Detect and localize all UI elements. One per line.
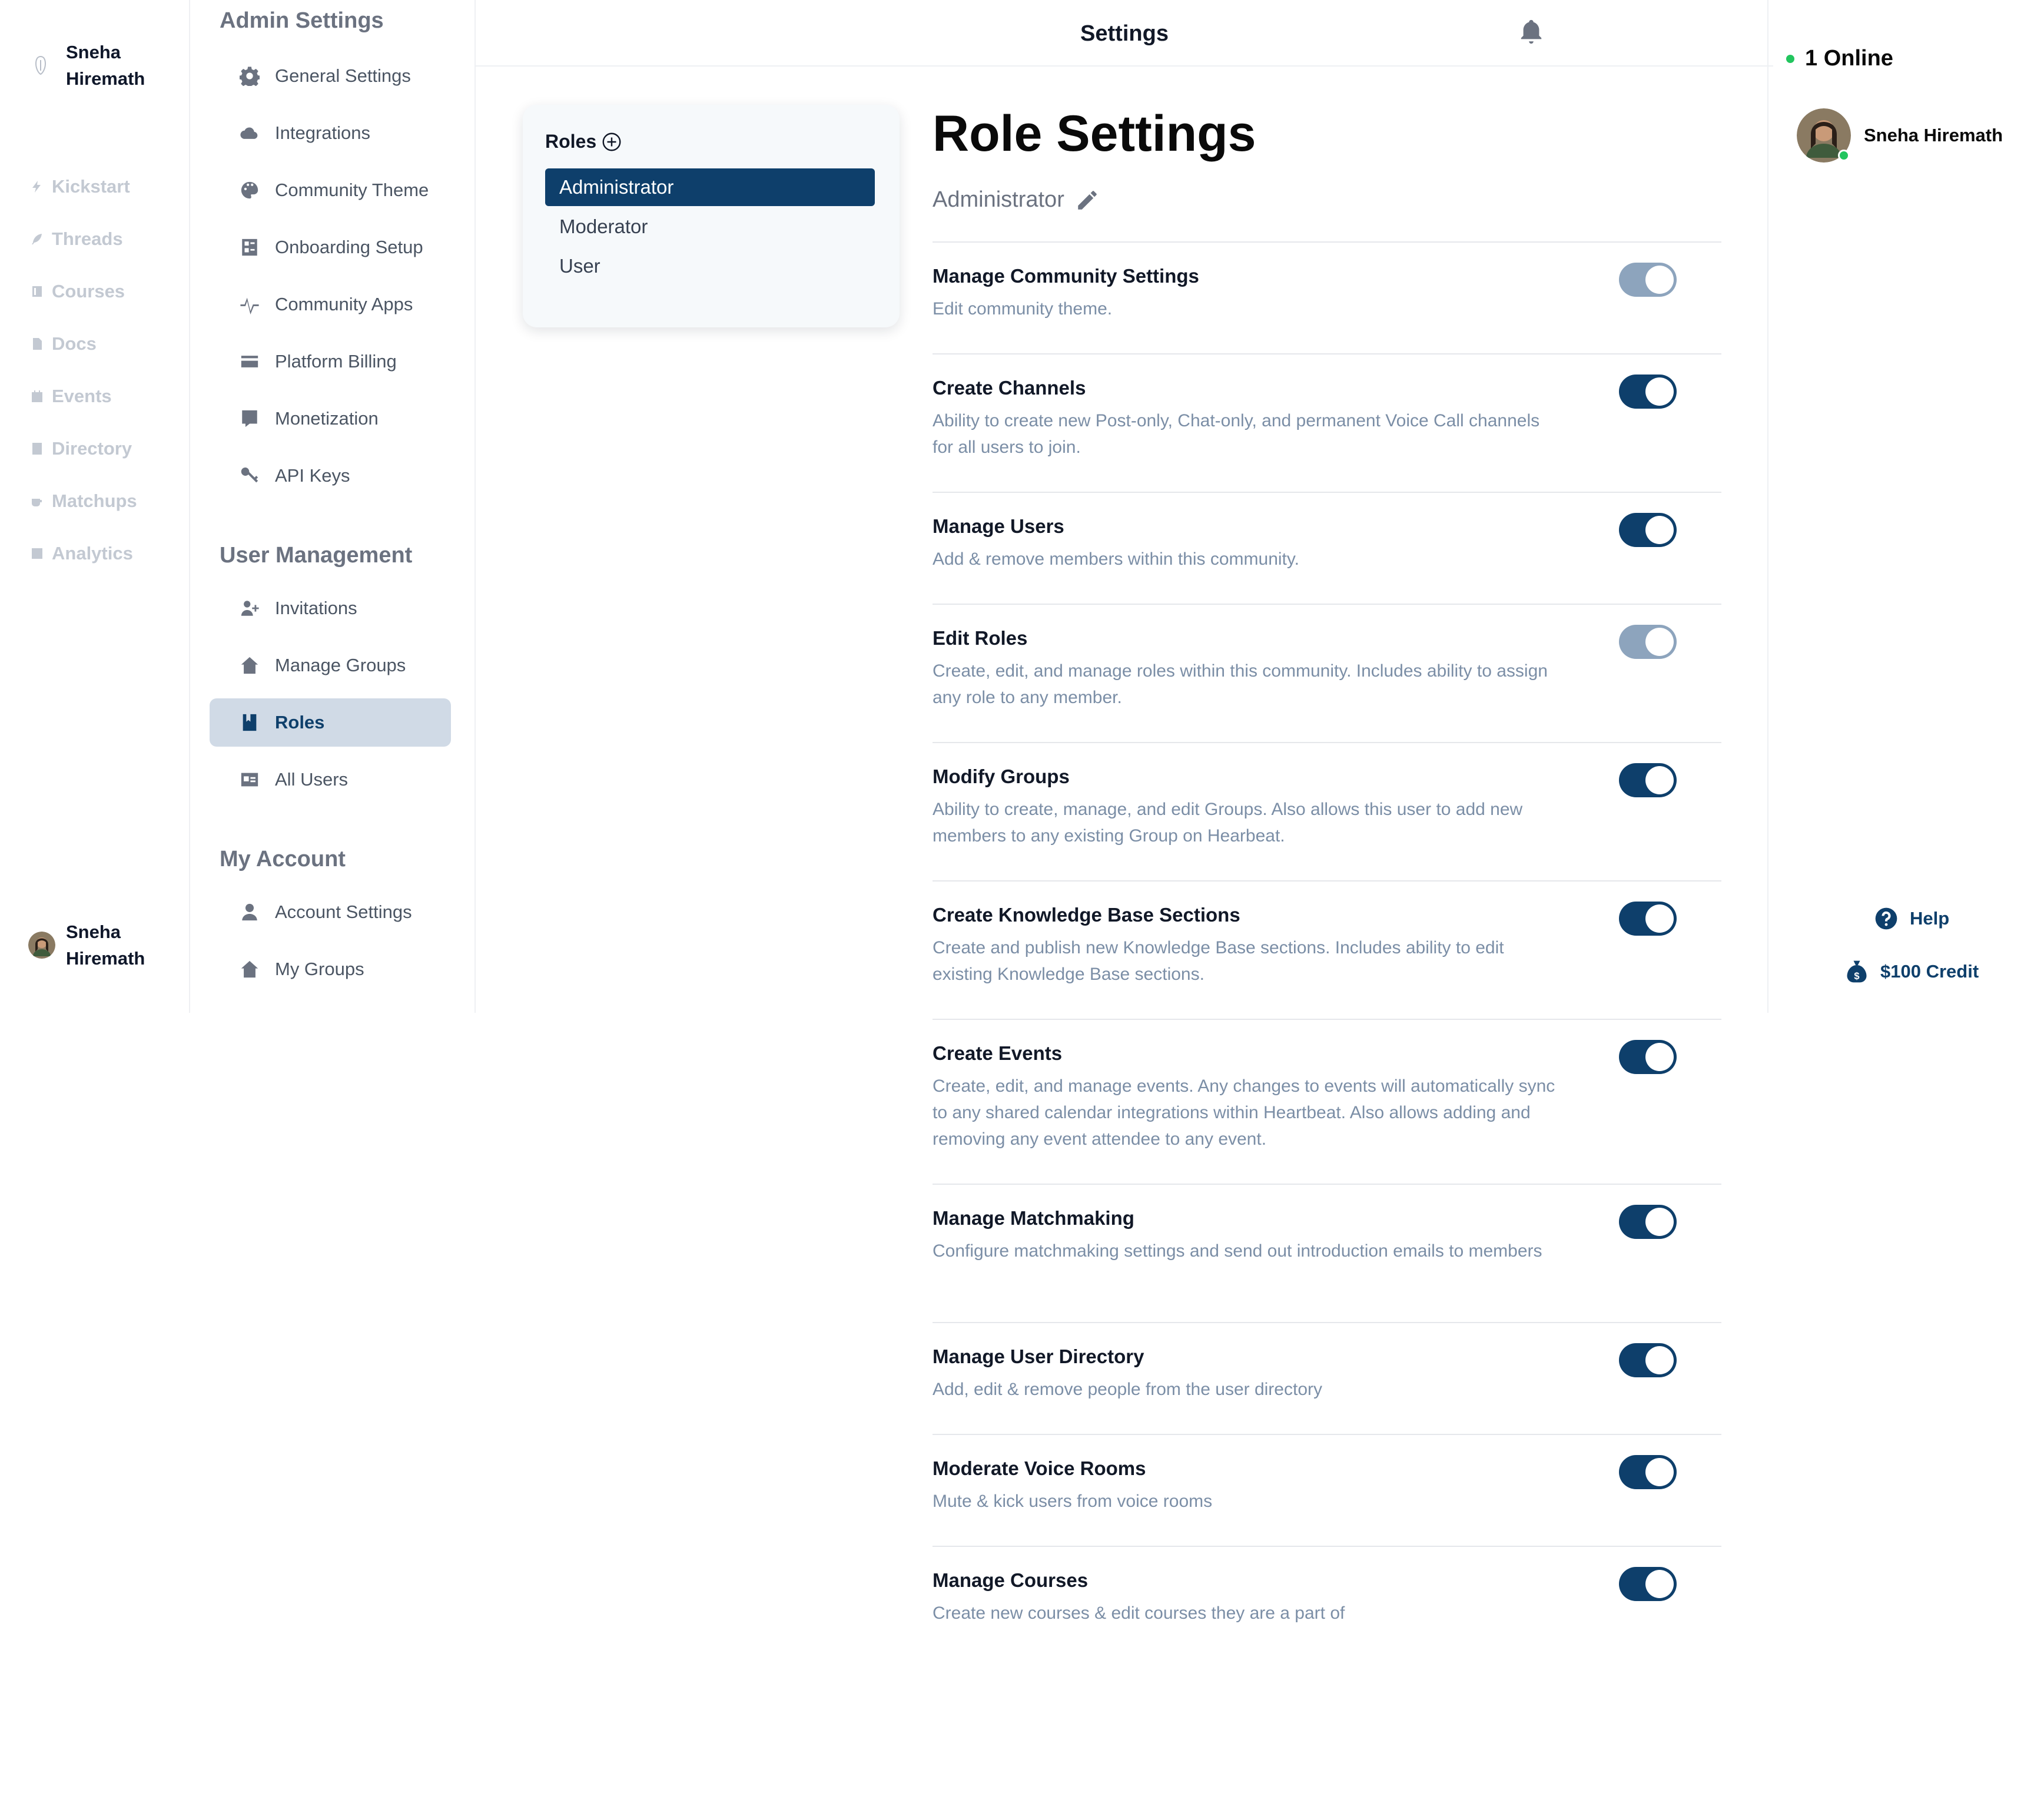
- house-icon: [239, 655, 260, 676]
- nav-item-matchups[interactable]: [29, 475, 137, 527]
- pencil-icon[interactable]: [1075, 188, 1100, 213]
- online-member[interactable]: [1797, 108, 2003, 163]
- nav-label: Analytics: [52, 542, 133, 564]
- add-role-icon[interactable]: [601, 131, 622, 153]
- permission-toggle[interactable]: [1619, 763, 1677, 797]
- page-title: Settings: [1080, 21, 1169, 46]
- credit-card-icon: [239, 351, 260, 372]
- settings-item-label: My Groups: [275, 959, 364, 979]
- permission-title: Manage Community Settings: [933, 265, 1199, 287]
- nav-item-directory[interactable]: [29, 422, 137, 475]
- nav-label: Courses: [52, 280, 125, 301]
- settings-item-label: Roles: [275, 712, 325, 733]
- settings-item-onboarding[interactable]: [210, 223, 451, 271]
- person-icon: [239, 902, 260, 923]
- permission-description: Add & remove members within this community.: [933, 549, 1299, 569]
- nav-label: Kickstart: [52, 175, 130, 197]
- settings-item-integrations[interactable]: [210, 109, 451, 157]
- permission-description: Add, edit & remove people from the user directory: [933, 1380, 1322, 1399]
- permission-row: [933, 1434, 1721, 1546]
- calendar-icon: [29, 389, 45, 404]
- roles-panel: [523, 105, 900, 327]
- permission-title: Manage User Directory: [933, 1346, 1144, 1367]
- help-label: Help: [1910, 908, 1950, 929]
- permission-toggle[interactable]: [1619, 375, 1677, 409]
- current-user-top[interactable]: [0, 39, 190, 92]
- settings-item-label: All Users: [275, 769, 349, 790]
- permission-toggle[interactable]: [1619, 513, 1677, 547]
- permission-title: Create Knowledge Base Sections: [933, 904, 1240, 926]
- settings-item-label: General Settings: [275, 65, 411, 86]
- permission-toggle[interactable]: [1619, 1455, 1677, 1489]
- permission-title: Create Events: [933, 1042, 1063, 1064]
- onboarding-icon: [239, 237, 260, 258]
- permission-title: Edit Roles: [933, 627, 1028, 649]
- my-account-heading: My Account: [220, 847, 346, 871]
- credit-link[interactable]: [1844, 959, 1979, 985]
- permission-toggle[interactable]: [1619, 625, 1677, 659]
- settings-item-label: Community Apps: [275, 294, 413, 314]
- bolt-icon: [29, 179, 45, 194]
- settings-item-account-settings[interactable]: [210, 888, 451, 936]
- permission-description: Create, edit, and manage roles within this community. Includes ability to assign any role to any member.: [933, 661, 1548, 707]
- permission-toggle[interactable]: [1619, 1567, 1677, 1601]
- nav-item-analytics[interactable]: [29, 527, 137, 579]
- permission-row: [933, 492, 1721, 604]
- online-count: [1786, 46, 1893, 71]
- money-bag-icon: [1844, 959, 1870, 985]
- permission-row: [933, 1322, 1721, 1434]
- permission-description: Ability to create, manage, and edit Groups. Also allows this user to add new members to any existing Group on Hearbeat.: [933, 800, 1523, 846]
- svg-text:$: $: [1854, 970, 1860, 982]
- settings-item-community-apps[interactable]: [210, 280, 451, 329]
- settings-item-manage-groups[interactable]: [210, 641, 451, 690]
- nav-label: Directory: [52, 438, 132, 459]
- permission-row: [933, 1184, 1721, 1322]
- help-icon: [1873, 906, 1899, 932]
- nav-label: Events: [52, 385, 112, 406]
- settings-item-label: Invitations: [275, 598, 357, 618]
- settings-item-invitations[interactable]: [210, 584, 451, 632]
- settings-item-community-theme[interactable]: [210, 166, 451, 214]
- permission-row: [933, 353, 1721, 492]
- community-logo-icon: [34, 55, 49, 77]
- nav-item-threads[interactable]: [29, 213, 137, 265]
- permission-description: Mute & kick users from voice rooms: [933, 1492, 1213, 1511]
- nav-label: Matchups: [52, 490, 137, 511]
- permission-description: Create, edit, and manage events. Any changes to events will automatically sync to any shared calendar integrations within Heartbeat. Also allows adding and removing any event attendee to any event.: [933, 1076, 1555, 1149]
- permission-description: Create and publish new Knowledge Base sections. Includes ability to edit existing Knowledge Base sections.: [933, 938, 1504, 984]
- permission-row: [933, 241, 1721, 353]
- role-item-moderator[interactable]: Moderator: [559, 216, 648, 237]
- permission-title: Modify Groups: [933, 765, 1070, 787]
- feather-icon: [29, 231, 45, 247]
- permission-row: [933, 1546, 1721, 1658]
- current-user-name: Sneha Hiremath: [66, 42, 145, 89]
- settings-item-general[interactable]: [210, 52, 451, 100]
- permission-description: Ability to create new Post-only, Chat-only, and permanent Voice Call channels for all users to join.: [933, 411, 1540, 457]
- key-icon: [239, 465, 260, 486]
- role-item-user[interactable]: User: [559, 255, 600, 277]
- role-name-row: [933, 187, 1100, 213]
- current-user-bottom[interactable]: [0, 919, 190, 972]
- settings-sidebar: [190, 0, 476, 1013]
- book-mark-icon: [239, 712, 260, 733]
- avatar: [28, 932, 55, 959]
- settings-item-label: Monetization: [275, 408, 379, 429]
- permission-row: [933, 604, 1721, 742]
- permission-row: [933, 742, 1721, 880]
- settings-item-label: Manage Groups: [275, 655, 406, 675]
- nav-label: Docs: [52, 333, 97, 354]
- avatar: [1797, 108, 1851, 163]
- roles-heading-label: Roles: [545, 131, 597, 152]
- role-item-administrator[interactable]: Administrator: [545, 168, 875, 206]
- permission-list: [933, 241, 1721, 1658]
- settings-item-roles[interactable]: [210, 698, 451, 747]
- permission-title: Create Channels: [933, 377, 1086, 399]
- settings-item-platform-billing[interactable]: [210, 337, 451, 386]
- settings-item-label: Onboarding Setup: [275, 237, 423, 257]
- permission-title: Moderate Voice Rooms: [933, 1457, 1146, 1479]
- role-name: Administrator: [933, 187, 1064, 212]
- nav-item-courses[interactable]: [29, 265, 137, 317]
- main-sidebar: [0, 0, 190, 1013]
- permission-row: [933, 880, 1721, 1019]
- permission-toggle[interactable]: [1619, 1205, 1677, 1239]
- admin-settings-heading: Admin Settings: [220, 8, 384, 33]
- settings-item-label: Community Theme: [275, 180, 429, 200]
- settings-item-my-groups[interactable]: [210, 945, 451, 993]
- settings-item-all-users[interactable]: [210, 755, 451, 804]
- permission-title: Manage Matchmaking: [933, 1207, 1134, 1229]
- settings-item-label: API Keys: [275, 465, 350, 486]
- permission-row: [933, 1019, 1721, 1184]
- permission-title: Manage Courses: [933, 1569, 1089, 1591]
- settings-item-label: Account Settings: [275, 902, 412, 922]
- permission-description: Configure matchmaking settings and send out introduction emails to members: [933, 1241, 1542, 1261]
- nav-item-kickstart[interactable]: [29, 160, 137, 213]
- cloud-icon: [239, 122, 260, 144]
- settings-item-api-keys[interactable]: [210, 452, 451, 500]
- role-settings-title: Role Settings: [933, 105, 1256, 162]
- settings-item-monetization[interactable]: [210, 395, 451, 443]
- chart-icon: [29, 546, 45, 561]
- main-nav: [29, 160, 137, 579]
- document-icon: [29, 336, 45, 352]
- book-icon: [29, 284, 45, 299]
- permission-toggle[interactable]: [1619, 902, 1677, 936]
- id-card-icon: [239, 769, 260, 790]
- current-user-name: Sneha Hiremath: [66, 922, 145, 969]
- online-label: 1 Online: [1805, 46, 1893, 71]
- nav-item-events[interactable]: [29, 370, 137, 422]
- permission-description: Create new courses & edit courses they are a part of: [933, 1603, 1345, 1623]
- contact-book-icon: [29, 441, 45, 456]
- user-management-heading: User Management: [220, 543, 413, 568]
- permission-toggle[interactable]: [1619, 1343, 1677, 1377]
- credit-label: $100 Credit: [1880, 961, 1979, 982]
- palette-icon: [239, 180, 260, 201]
- permission-title: Manage Users: [933, 515, 1064, 537]
- permission-toggle[interactable]: [1619, 1040, 1677, 1074]
- gear-icon: [239, 65, 260, 87]
- roles-heading: [545, 131, 622, 153]
- help-link[interactable]: [1873, 906, 1949, 932]
- pulse-icon: [239, 294, 260, 315]
- house-icon: [239, 959, 260, 980]
- nav-item-docs[interactable]: [29, 317, 137, 370]
- settings-item-label: Platform Billing: [275, 351, 397, 372]
- member-name: Sneha Hiremath: [1864, 125, 2003, 145]
- top-bar: [476, 0, 1773, 67]
- dollar-chat-icon: [239, 408, 260, 429]
- permission-description: Edit community theme.: [933, 299, 1113, 319]
- bell-icon[interactable]: [1518, 18, 1545, 45]
- settings-item-label: Integrations: [275, 122, 370, 143]
- coffee-icon: [29, 493, 45, 509]
- permission-toggle[interactable]: [1619, 263, 1677, 297]
- online-status-icon: [1838, 150, 1850, 161]
- nav-label: Threads: [52, 228, 123, 249]
- online-members-rail: [1767, 0, 2044, 1013]
- user-plus-icon: [239, 598, 260, 619]
- online-dot-icon: [1786, 55, 1794, 63]
